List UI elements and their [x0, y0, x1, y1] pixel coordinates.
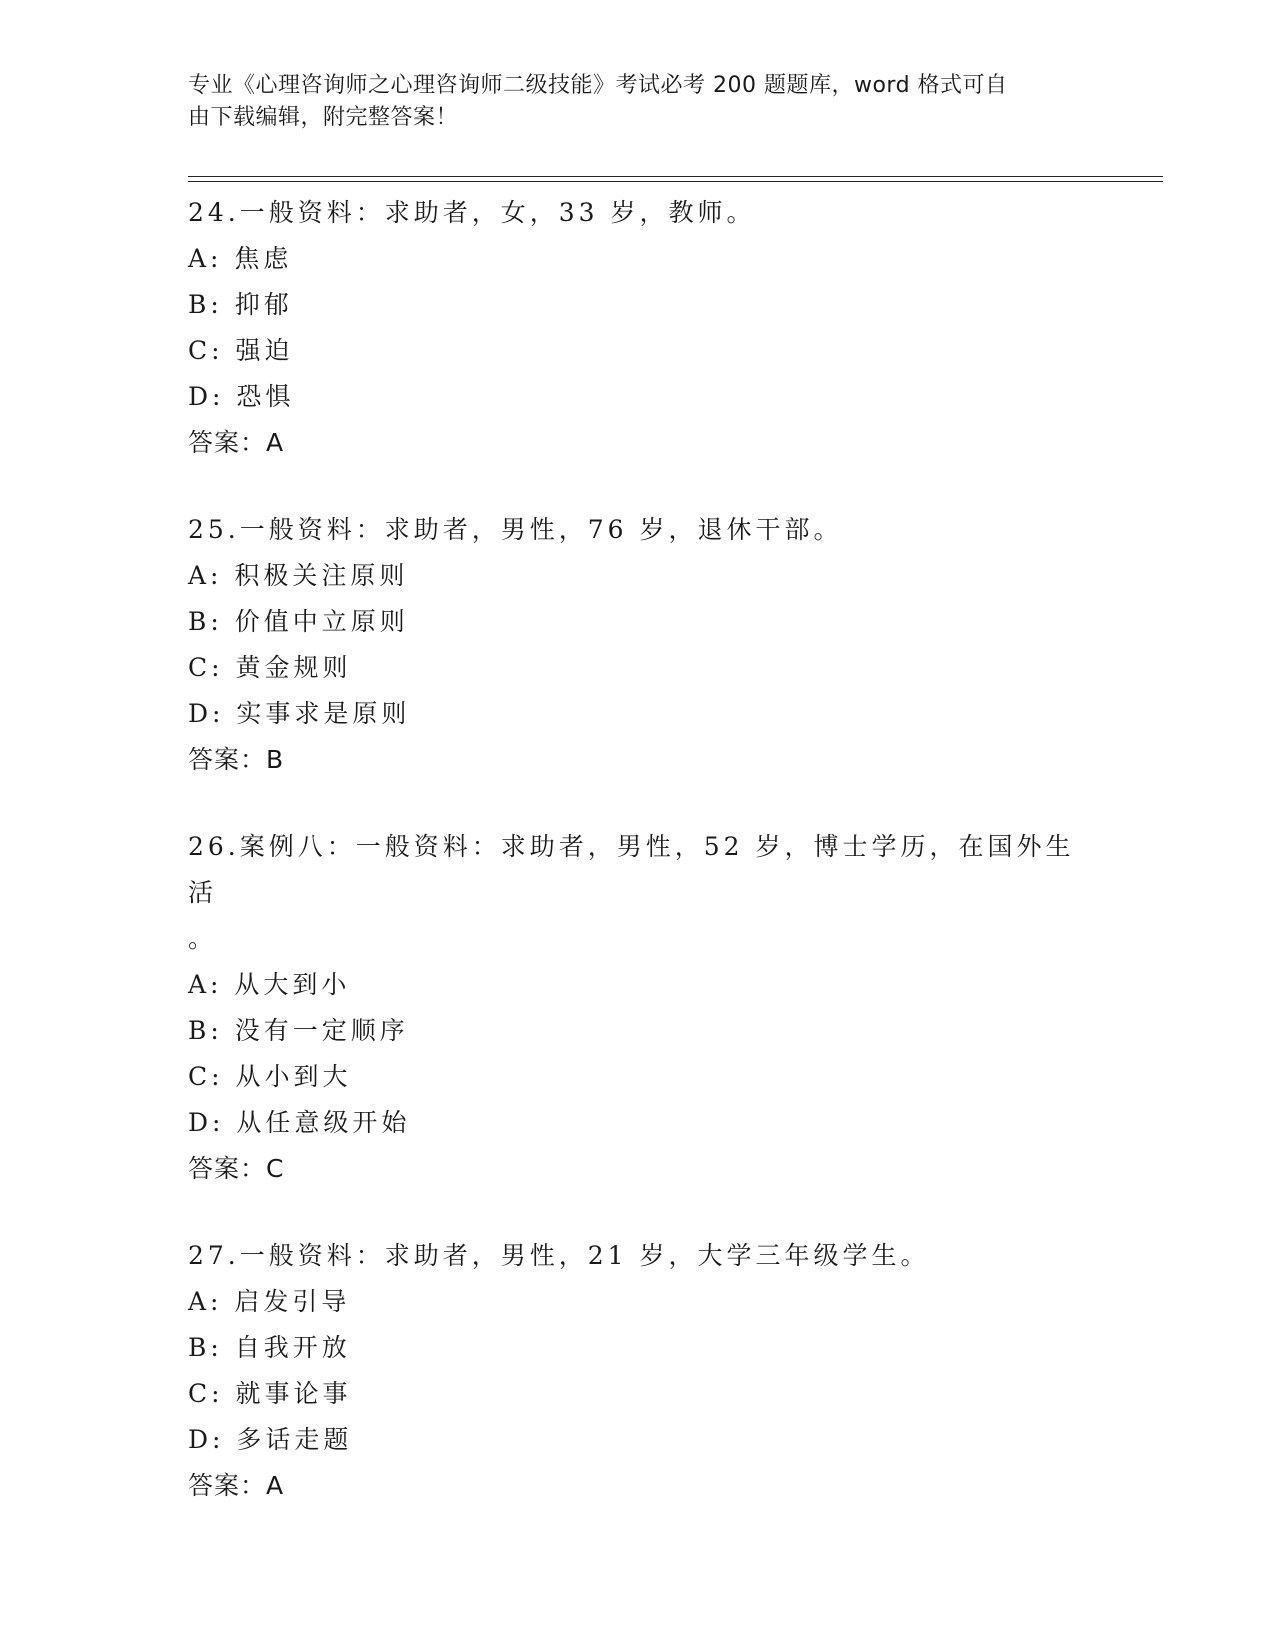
option-d: D: 从任意级开始 [188, 1108, 411, 1137]
answer-line: 答案：A [188, 1471, 285, 1500]
question-stem [188, 1233, 1088, 1279]
question-item [188, 1233, 1088, 1509]
question-stem-text: 24.一般资料：求助者，女，33 岁，教师。 [188, 198, 756, 227]
question-list [188, 190, 1088, 1550]
option-c: C: 从小到大 [188, 1062, 352, 1091]
option-b: B: 自我开放 [188, 1333, 351, 1362]
question-stem-text: 25.一般资料：求助者，男性，76 岁，退休干部。 [188, 515, 843, 544]
option-a: A: 从大到小 [188, 970, 351, 999]
question-stem-text: 27.一般资料：求助者，男性，21 岁，大学三年级学生。 [188, 1241, 930, 1270]
header-rule-top [188, 176, 1163, 177]
answer-line: 答案：C [188, 1154, 285, 1183]
question-item [188, 190, 1088, 466]
option-b: B: 抑郁 [188, 290, 293, 319]
header-line-2: 由下载编辑，附完整答案！ [188, 105, 459, 130]
option-d: D: 实事求是原则 [188, 699, 411, 728]
option-a: A: 启发引导 [188, 1287, 351, 1316]
answer-line: 答案：A [188, 428, 285, 457]
question-stem [188, 507, 1088, 553]
option-c: C: 就事论事 [188, 1379, 352, 1408]
option-d: D: 多话走题 [188, 1425, 353, 1454]
document-header [188, 70, 1088, 134]
answer-line: 答案：B [188, 745, 285, 774]
question-stem-text: 26.案例八：一般资料：求助者，男性，52 岁，博士学历，在国外生活 [188, 832, 1075, 907]
question-item [188, 824, 1088, 1192]
header-line-1: 专业《心理咨询师之心理咨询师二级技能》考试必考 200 题题库，word 格式可自 [188, 73, 1008, 98]
option-d: D: 恐惧 [188, 382, 295, 411]
option-b: B: 没有一定顺序 [188, 1016, 409, 1045]
header-rule-bottom [188, 181, 1163, 182]
question-stem [188, 190, 1088, 236]
option-c: C: 黄金规则 [188, 653, 352, 682]
question-item [188, 507, 1088, 783]
question-stem [188, 824, 1088, 962]
option-c: C: 强迫 [188, 336, 294, 365]
question-stem-continuation: 。 [188, 924, 218, 953]
option-b: B: 价值中立原则 [188, 607, 409, 636]
option-a: A: 积极关注原则 [188, 561, 409, 590]
option-a: A: 焦虑 [188, 244, 293, 273]
